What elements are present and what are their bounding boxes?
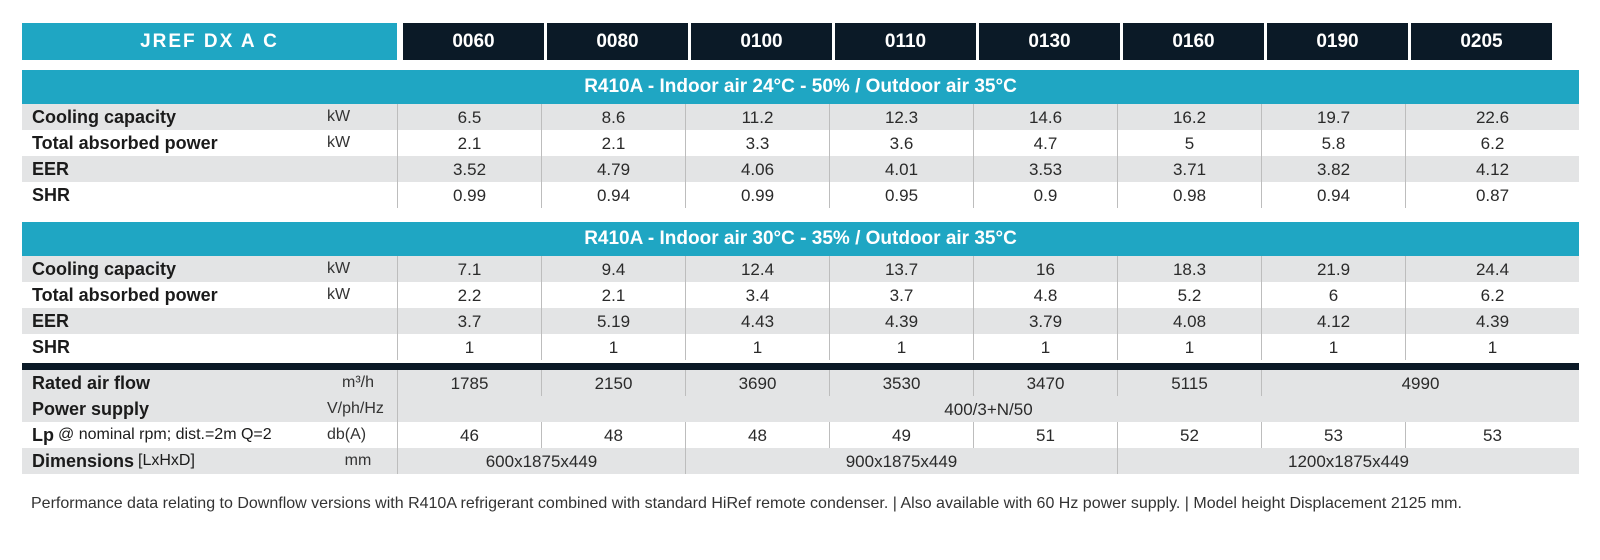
value-cell: 6.2 (1405, 282, 1579, 308)
value-cell: 19.7 (1261, 104, 1405, 130)
value-cell: 3.6 (829, 130, 973, 156)
value-cell: 3.7 (397, 308, 541, 334)
row-unit (319, 334, 397, 360)
value-cell-merged: 400/3+N/50 (397, 396, 1579, 422)
value-cell: 16 (973, 256, 1117, 282)
value-cell: 4.43 (685, 308, 829, 334)
value-cell: 0.94 (541, 182, 685, 208)
table-header-row (22, 23, 1579, 60)
value-cell: 4.7 (973, 130, 1117, 156)
value-cell: 5.19 (541, 308, 685, 334)
value-cell: 1 (541, 334, 685, 360)
row-label (22, 448, 319, 474)
value-cell: 3.71 (1117, 156, 1261, 182)
value-cell: 46 (397, 422, 541, 448)
table-row (22, 182, 1579, 208)
value-cell: 4.01 (829, 156, 973, 182)
value-cell: 4.39 (1405, 308, 1579, 334)
value-cell: 4.08 (1117, 308, 1261, 334)
value-cell: 1 (1405, 334, 1579, 360)
dimensions-label: Dimensions (32, 451, 135, 471)
row-unit: kW (327, 260, 351, 277)
value-cell: 0.99 (397, 182, 541, 208)
value-cell: 1 (397, 334, 541, 360)
value-cell: 1 (1117, 334, 1261, 360)
model-header-0130: 0130 (979, 23, 1120, 60)
value-cell: 53 (1261, 422, 1405, 448)
row-label: EER (32, 311, 70, 331)
value-cell: 2.1 (541, 282, 685, 308)
value-cell: 6 (1261, 282, 1405, 308)
value-cell: 1 (829, 334, 973, 360)
section1-banner: R410A - Indoor air 24°C - 50% / Outdoor air 35°C (22, 70, 1579, 104)
value-cell: 0.87 (1405, 182, 1579, 208)
table-row (22, 104, 1579, 130)
table-row (22, 156, 1579, 182)
value-cell: 1 (685, 334, 829, 360)
value-cell: 3470 (973, 370, 1117, 396)
model-header-0060: 0060 (403, 23, 544, 60)
model-header-0190: 0190 (1267, 23, 1408, 60)
row-unit: kW (327, 286, 351, 303)
value-cell: 5 (1117, 130, 1261, 156)
value-cell: 3.4 (685, 282, 829, 308)
value-cell: 1785 (397, 370, 541, 396)
value-cell: 48 (541, 422, 685, 448)
table-row (22, 308, 1579, 334)
section2-banner: R410A - Indoor air 30°C - 35% / Outdoor air 35°C (22, 222, 1579, 256)
value-cell: 16.2 (1117, 104, 1261, 130)
row-label: Cooling capacity (32, 259, 177, 279)
value-cell: 0.98 (1117, 182, 1261, 208)
value-cell: 3.82 (1261, 156, 1405, 182)
value-cell: 53 (1405, 422, 1579, 448)
value-cell-merged: 4990 (1261, 370, 1579, 396)
row-unit: kW (327, 134, 351, 151)
model-header-0160: 0160 (1123, 23, 1264, 60)
value-cell: 2.1 (541, 130, 685, 156)
row-unit: kW (327, 108, 351, 125)
row-label: SHR (32, 337, 71, 357)
value-cell: 7.1 (397, 256, 541, 282)
value-cell: 2.2 (397, 282, 541, 308)
product-title: JREF DX A C (22, 23, 397, 60)
value-cell: 3.3 (685, 130, 829, 156)
row-label (22, 422, 319, 448)
table-row-airflow (22, 370, 1579, 396)
row-unit (319, 308, 397, 334)
value-cell: 9.4 (541, 256, 685, 282)
value-cell: 0.95 (829, 182, 973, 208)
model-header-0080: 0080 (547, 23, 688, 60)
value-cell: 51 (973, 422, 1117, 448)
value-cell: 12.3 (829, 104, 973, 130)
value-cell-merged: 1200x1875x449 (1117, 448, 1579, 474)
row-unit: V/ph/Hz (327, 400, 384, 417)
row-label: Rated air flow (32, 373, 151, 393)
value-cell: 2150 (541, 370, 685, 396)
value-cell: 3.7 (829, 282, 973, 308)
value-cell: 4.79 (541, 156, 685, 182)
value-cell: 3.79 (973, 308, 1117, 334)
row-unit: mm (344, 452, 372, 469)
value-cell: 48 (685, 422, 829, 448)
value-cell: 0.94 (1261, 182, 1405, 208)
row-unit: m³/h (342, 374, 374, 391)
table-row-dimensions (22, 448, 1579, 474)
table-row (22, 130, 1579, 156)
value-cell: 5.8 (1261, 130, 1405, 156)
value-cell: 6.5 (397, 104, 541, 130)
value-cell: 1 (973, 334, 1117, 360)
value-cell: 5.2 (1117, 282, 1261, 308)
value-cell: 13.7 (829, 256, 973, 282)
value-cell: 3.52 (397, 156, 541, 182)
table-row (22, 256, 1579, 282)
value-cell: 24.4 (1405, 256, 1579, 282)
value-cell: 14.6 (973, 104, 1117, 130)
table-row-lp (22, 422, 1579, 448)
value-cell: 4.06 (685, 156, 829, 182)
row-unit (319, 182, 397, 208)
table-row (22, 334, 1579, 360)
row-label: SHR (32, 185, 71, 205)
value-cell-merged: 600x1875x449 (397, 448, 685, 474)
value-cell: 3530 (829, 370, 973, 396)
value-cell: 2.1 (397, 130, 541, 156)
row-label: Total absorbed power (32, 133, 218, 153)
value-cell: 4.8 (973, 282, 1117, 308)
row-label: EER (32, 159, 70, 179)
value-cell: 6.2 (1405, 130, 1579, 156)
value-cell: 11.2 (685, 104, 829, 130)
value-cell: 52 (1117, 422, 1261, 448)
row-label: Power supply (32, 399, 150, 419)
lp-label: Lp (32, 425, 54, 445)
value-cell: 8.6 (541, 104, 685, 130)
row-label: Cooling capacity (32, 107, 177, 127)
value-cell: 4.12 (1261, 308, 1405, 334)
model-header-0205: 0205 (1411, 23, 1552, 60)
value-cell: 4.39 (829, 308, 973, 334)
value-cell: 4.12 (1405, 156, 1579, 182)
value-cell: 12.4 (685, 256, 829, 282)
row-label: Total absorbed power (32, 285, 218, 305)
dimensions-sublabel: [LxHxD] (138, 452, 195, 469)
lp-sublabel: @ nominal rpm; dist.=2m Q=2 (58, 426, 272, 443)
value-cell: 0.9 (973, 182, 1117, 208)
model-header-0100: 0100 (691, 23, 832, 60)
value-cell-merged: 900x1875x449 (685, 448, 1117, 474)
row-unit: db(A) (327, 426, 367, 443)
value-cell: 3.53 (973, 156, 1117, 182)
row-unit (319, 156, 397, 182)
value-cell: 3690 (685, 370, 829, 396)
model-header-0110: 0110 (835, 23, 976, 60)
value-cell: 22.6 (1405, 104, 1579, 130)
value-cell: 18.3 (1117, 256, 1261, 282)
value-cell: 1 (1261, 334, 1405, 360)
section-divider (22, 363, 1579, 370)
table-row (22, 282, 1579, 308)
value-cell: 5115 (1117, 370, 1261, 396)
table-row-power-supply (22, 396, 1579, 422)
value-cell: 49 (829, 422, 973, 448)
footnote: Performance data relating to Downflow versions with R410A refrigerant combined with standard HiRef remote condenser. | Also available with 60 Hz power supply. | Model height Displacement 2125 mm. (31, 495, 1462, 512)
value-cell: 21.9 (1261, 256, 1405, 282)
value-cell: 0.99 (685, 182, 829, 208)
